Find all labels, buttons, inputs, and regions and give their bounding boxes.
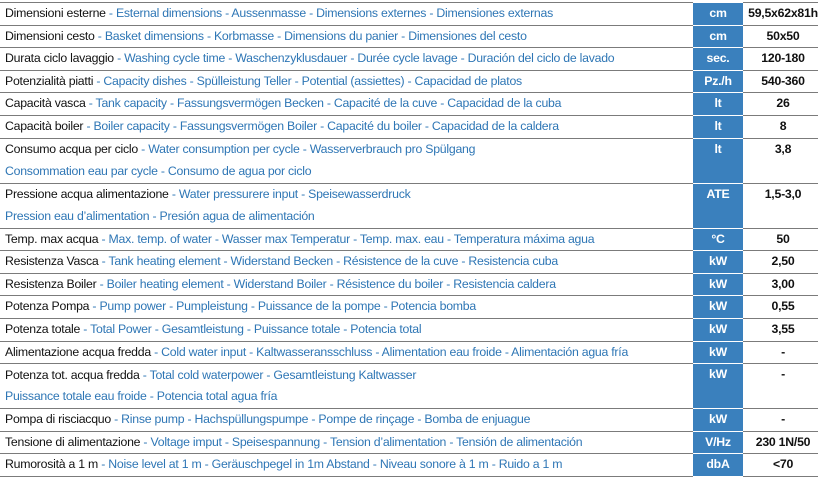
- spec-label-translations: Total Power - Gesamtleistung - Puissance totale - Potencia total: [90, 321, 422, 336]
- spec-description-line: [5, 296, 693, 318]
- spec-label-translations-continued: Puissance totale eau froide - Potencia total agua fría: [5, 389, 278, 404]
- spec-description-line: [5, 139, 693, 161]
- spec-unit: kW: [693, 318, 743, 341]
- spec-unit: kW: [693, 273, 743, 296]
- spec-label-translations: Voltage imput - Speisespannung - Tension d’alimentation - Tensión de alimentación: [150, 434, 583, 449]
- spec-label-translations: Esternal dimensions - Aussenmasse - Dimensions externes - Dimensiones externas: [115, 6, 553, 20]
- spec-label-translations: Water pressurere input - Speisewasserdruck: [178, 186, 411, 201]
- spec-value: -: [743, 409, 818, 432]
- spec-value: 120-180: [743, 48, 818, 71]
- spec-description-line: [5, 48, 693, 70]
- spec-unit: kW: [693, 341, 743, 364]
- spec-description: [0, 318, 693, 341]
- spec-label-italian: Consumo acqua per ciclo: [5, 141, 139, 156]
- spec-row: [0, 115, 818, 138]
- spec-label-italian: Temp. max acqua: [5, 231, 99, 246]
- separator: -: [98, 457, 109, 472]
- spec-value: 50: [743, 228, 818, 251]
- separator: -: [98, 231, 109, 246]
- spec-label-translations: Water consumption per cycle - Wasserverbrauch pro Spülgang: [148, 141, 476, 156]
- spec-value: -: [743, 341, 818, 364]
- separator: -: [150, 344, 162, 359]
- spec-label-translations: Max. temp. of water - Wasser max Temperatur - Temp. max. eau - Temperatura máxima agua: [108, 231, 595, 246]
- spec-unit: °C: [693, 228, 743, 251]
- spec-unit: sec.: [693, 48, 743, 71]
- spec-label-italian: Alimentazione acqua fredda: [5, 344, 151, 359]
- spec-row: [0, 364, 818, 409]
- spec-description-line: [5, 432, 693, 454]
- spec-value: -: [743, 364, 818, 409]
- spec-description-line: [5, 274, 693, 296]
- separator: -: [98, 254, 109, 269]
- spec-label-italian: Pompa di risciacquo: [5, 412, 111, 427]
- spec-value: 0,55: [743, 296, 818, 319]
- spec-label-translations: Tank capacity - Fassungsvermögen Becken - Capacité de la cuve - Capacidad de la cuba: [95, 96, 562, 111]
- spec-label-italian: Capacità vasca: [5, 96, 86, 111]
- spec-label-italian: Pressione acqua alimentazione: [5, 186, 169, 201]
- spec-label-italian: Resistenza Boiler: [5, 276, 97, 291]
- spec-description-line: [5, 116, 693, 138]
- spec-label-translations: Boiler capacity - Fassungsvermögen Boiler - Capacité du boiler - Capacidad de la caldera: [93, 118, 559, 133]
- separator: -: [105, 6, 116, 20]
- spec-label-translations: Noise level at 1 m - Geräuschpegel in 1m Abstand - Niveau sonore à 1 m - Ruido a 1 m: [108, 457, 563, 472]
- spec-label-translations-continued: Consommation eau par cycle - Consumo de agua por ciclo: [5, 163, 312, 178]
- spec-label-italian: Potenza Pompa: [5, 299, 90, 314]
- spec-row: [0, 183, 818, 228]
- spec-value: 540-360: [743, 70, 818, 93]
- spec-description: [0, 273, 693, 296]
- separator: -: [89, 299, 100, 314]
- spec-label-translations: Cold water input - Kaltwasseransschluss - Alimentation eau froide - Alimentación agua fría: [161, 344, 629, 359]
- spec-description-line: [5, 409, 693, 431]
- spec-description: [0, 228, 693, 251]
- spec-row: [0, 228, 818, 251]
- spec-label-translations: Boiler heating element - Widerstand Boiler - Résistence du boiler - Resistencia caldera: [106, 276, 556, 291]
- spec-description: [0, 70, 693, 93]
- spec-label-translations-continued: Pression eau d’alimentation - Presión agua de alimentación: [5, 208, 315, 223]
- spec-unit: V/Hz: [693, 431, 743, 454]
- spec-row: [0, 454, 818, 477]
- spec-unit: kW: [693, 409, 743, 432]
- spec-description-line: [5, 319, 693, 341]
- spec-value: 3,55: [743, 318, 818, 341]
- spec-description-line: [5, 93, 693, 115]
- spec-label-translations: Pump power - Pumpleistung - Puissance de la pompe - Potencia bomba: [99, 299, 476, 314]
- separator: -: [83, 118, 94, 133]
- spec-unit: kW: [693, 251, 743, 274]
- separator: -: [85, 96, 96, 111]
- spec-description: [0, 409, 693, 432]
- spec-row: [0, 273, 818, 296]
- spec-unit: kW: [693, 296, 743, 319]
- separator: -: [113, 51, 125, 66]
- spec-description-line: [5, 26, 693, 48]
- specifications-table-body: [0, 3, 818, 477]
- spec-description: [0, 341, 693, 364]
- spec-unit: lt: [693, 138, 743, 183]
- spec-description: [0, 454, 693, 477]
- spec-description-line: [5, 342, 693, 364]
- spec-description-line: [5, 454, 693, 476]
- spec-label-translations: Basket dimensions - Korbmasse - Dimensions du panier - Dimensiones del cesto: [104, 28, 527, 43]
- spec-description-line: [5, 365, 693, 387]
- spec-description: [0, 93, 693, 116]
- spec-unit: ATE: [693, 183, 743, 228]
- spec-value: 3,00: [743, 273, 818, 296]
- separator: -: [93, 73, 104, 88]
- spec-unit: lt: [693, 115, 743, 138]
- spec-label-italian: Capacità boiler: [5, 118, 84, 133]
- spec-description: [0, 431, 693, 454]
- spec-value: 50x50: [743, 25, 818, 48]
- spec-unit: cm: [693, 25, 743, 48]
- spec-description: [0, 296, 693, 319]
- spec-row: [0, 251, 818, 274]
- spec-row: [0, 341, 818, 364]
- spec-row: [0, 318, 818, 341]
- spec-row: [0, 431, 818, 454]
- spec-description: [0, 138, 693, 183]
- spec-value: 8: [743, 115, 818, 138]
- spec-row: [0, 48, 818, 71]
- spec-label-italian: Durata ciclo lavaggio: [5, 51, 114, 66]
- spec-description: [0, 48, 693, 71]
- separator: -: [138, 141, 149, 156]
- spec-unit: lt: [693, 93, 743, 116]
- spec-label-italian: Dimensioni esterne: [5, 6, 106, 20]
- spec-label-italian: Potenzialità piatti: [5, 73, 94, 88]
- separator: -: [80, 321, 91, 336]
- spec-description: [0, 25, 693, 48]
- spec-label-italian: Potenza tot. acqua fredda: [5, 367, 140, 382]
- spec-value: <70: [743, 454, 818, 477]
- spec-description: [0, 364, 693, 409]
- spec-row: [0, 93, 818, 116]
- separator: -: [139, 367, 150, 382]
- spec-row: [0, 409, 818, 432]
- spec-row: [0, 25, 818, 48]
- spec-value: 1,5-3,0: [743, 183, 818, 228]
- separator: -: [168, 186, 179, 201]
- spec-value: 2,50: [743, 251, 818, 274]
- spec-label-italian: Resistenza Vasca: [5, 254, 99, 269]
- spec-unit: cm: [693, 3, 743, 26]
- spec-label-translations: Tank heating element - Widerstand Becken - Résistence de la cuve - Resistencia cuba: [108, 254, 558, 269]
- spec-value: 230 1N/50: [743, 431, 818, 454]
- spec-row: [0, 296, 818, 319]
- spec-value: 3,8: [743, 138, 818, 183]
- spec-description-line: [5, 229, 693, 251]
- separator: -: [140, 434, 151, 449]
- spec-description: [0, 183, 693, 228]
- spec-label-italian: Tensione di alimentazione: [5, 434, 141, 449]
- spec-label-translations: Washing cycle time - Waschenzyklusdauer - Durée cycle lavage - Duración del ciclo de lavado: [124, 51, 615, 66]
- spec-description-line: [5, 184, 693, 206]
- spec-label-translations: Total cold waterpower - Gesamtleistung Kaltwasser: [149, 367, 417, 382]
- separator: -: [96, 276, 107, 291]
- spec-label-italian: Potenza totale: [5, 321, 81, 336]
- spec-row: [0, 3, 818, 26]
- spec-unit: Pz./h: [693, 70, 743, 93]
- separator: -: [94, 28, 105, 43]
- spec-label-translations: Capacity dishes - Spülleistung Teller - Potential (assiettes) - Capacidad de platos: [103, 73, 522, 88]
- spec-label-italian: Rumorosità a 1 m: [5, 457, 99, 472]
- spec-row: [0, 138, 818, 183]
- separator: -: [110, 412, 122, 427]
- spec-description: [0, 3, 693, 26]
- spec-label-translations: Rinse pump - Hachspüllungspumpe - Pompe de rinçage - Bomba de enjuague: [121, 412, 531, 427]
- spec-description-line: [5, 251, 693, 273]
- spec-description: [0, 115, 693, 138]
- spec-unit: kW: [693, 364, 743, 409]
- spec-description-line: [5, 3, 693, 25]
- spec-description: [0, 251, 693, 274]
- specifications-table: [0, 2, 818, 477]
- spec-description-line: [5, 71, 693, 93]
- spec-value: 26: [743, 93, 818, 116]
- spec-unit: dbA: [693, 454, 743, 477]
- spec-row: [0, 70, 818, 93]
- spec-value: 59,5x62x81h: [743, 3, 818, 26]
- spec-label-italian: Dimensioni cesto: [5, 28, 95, 43]
